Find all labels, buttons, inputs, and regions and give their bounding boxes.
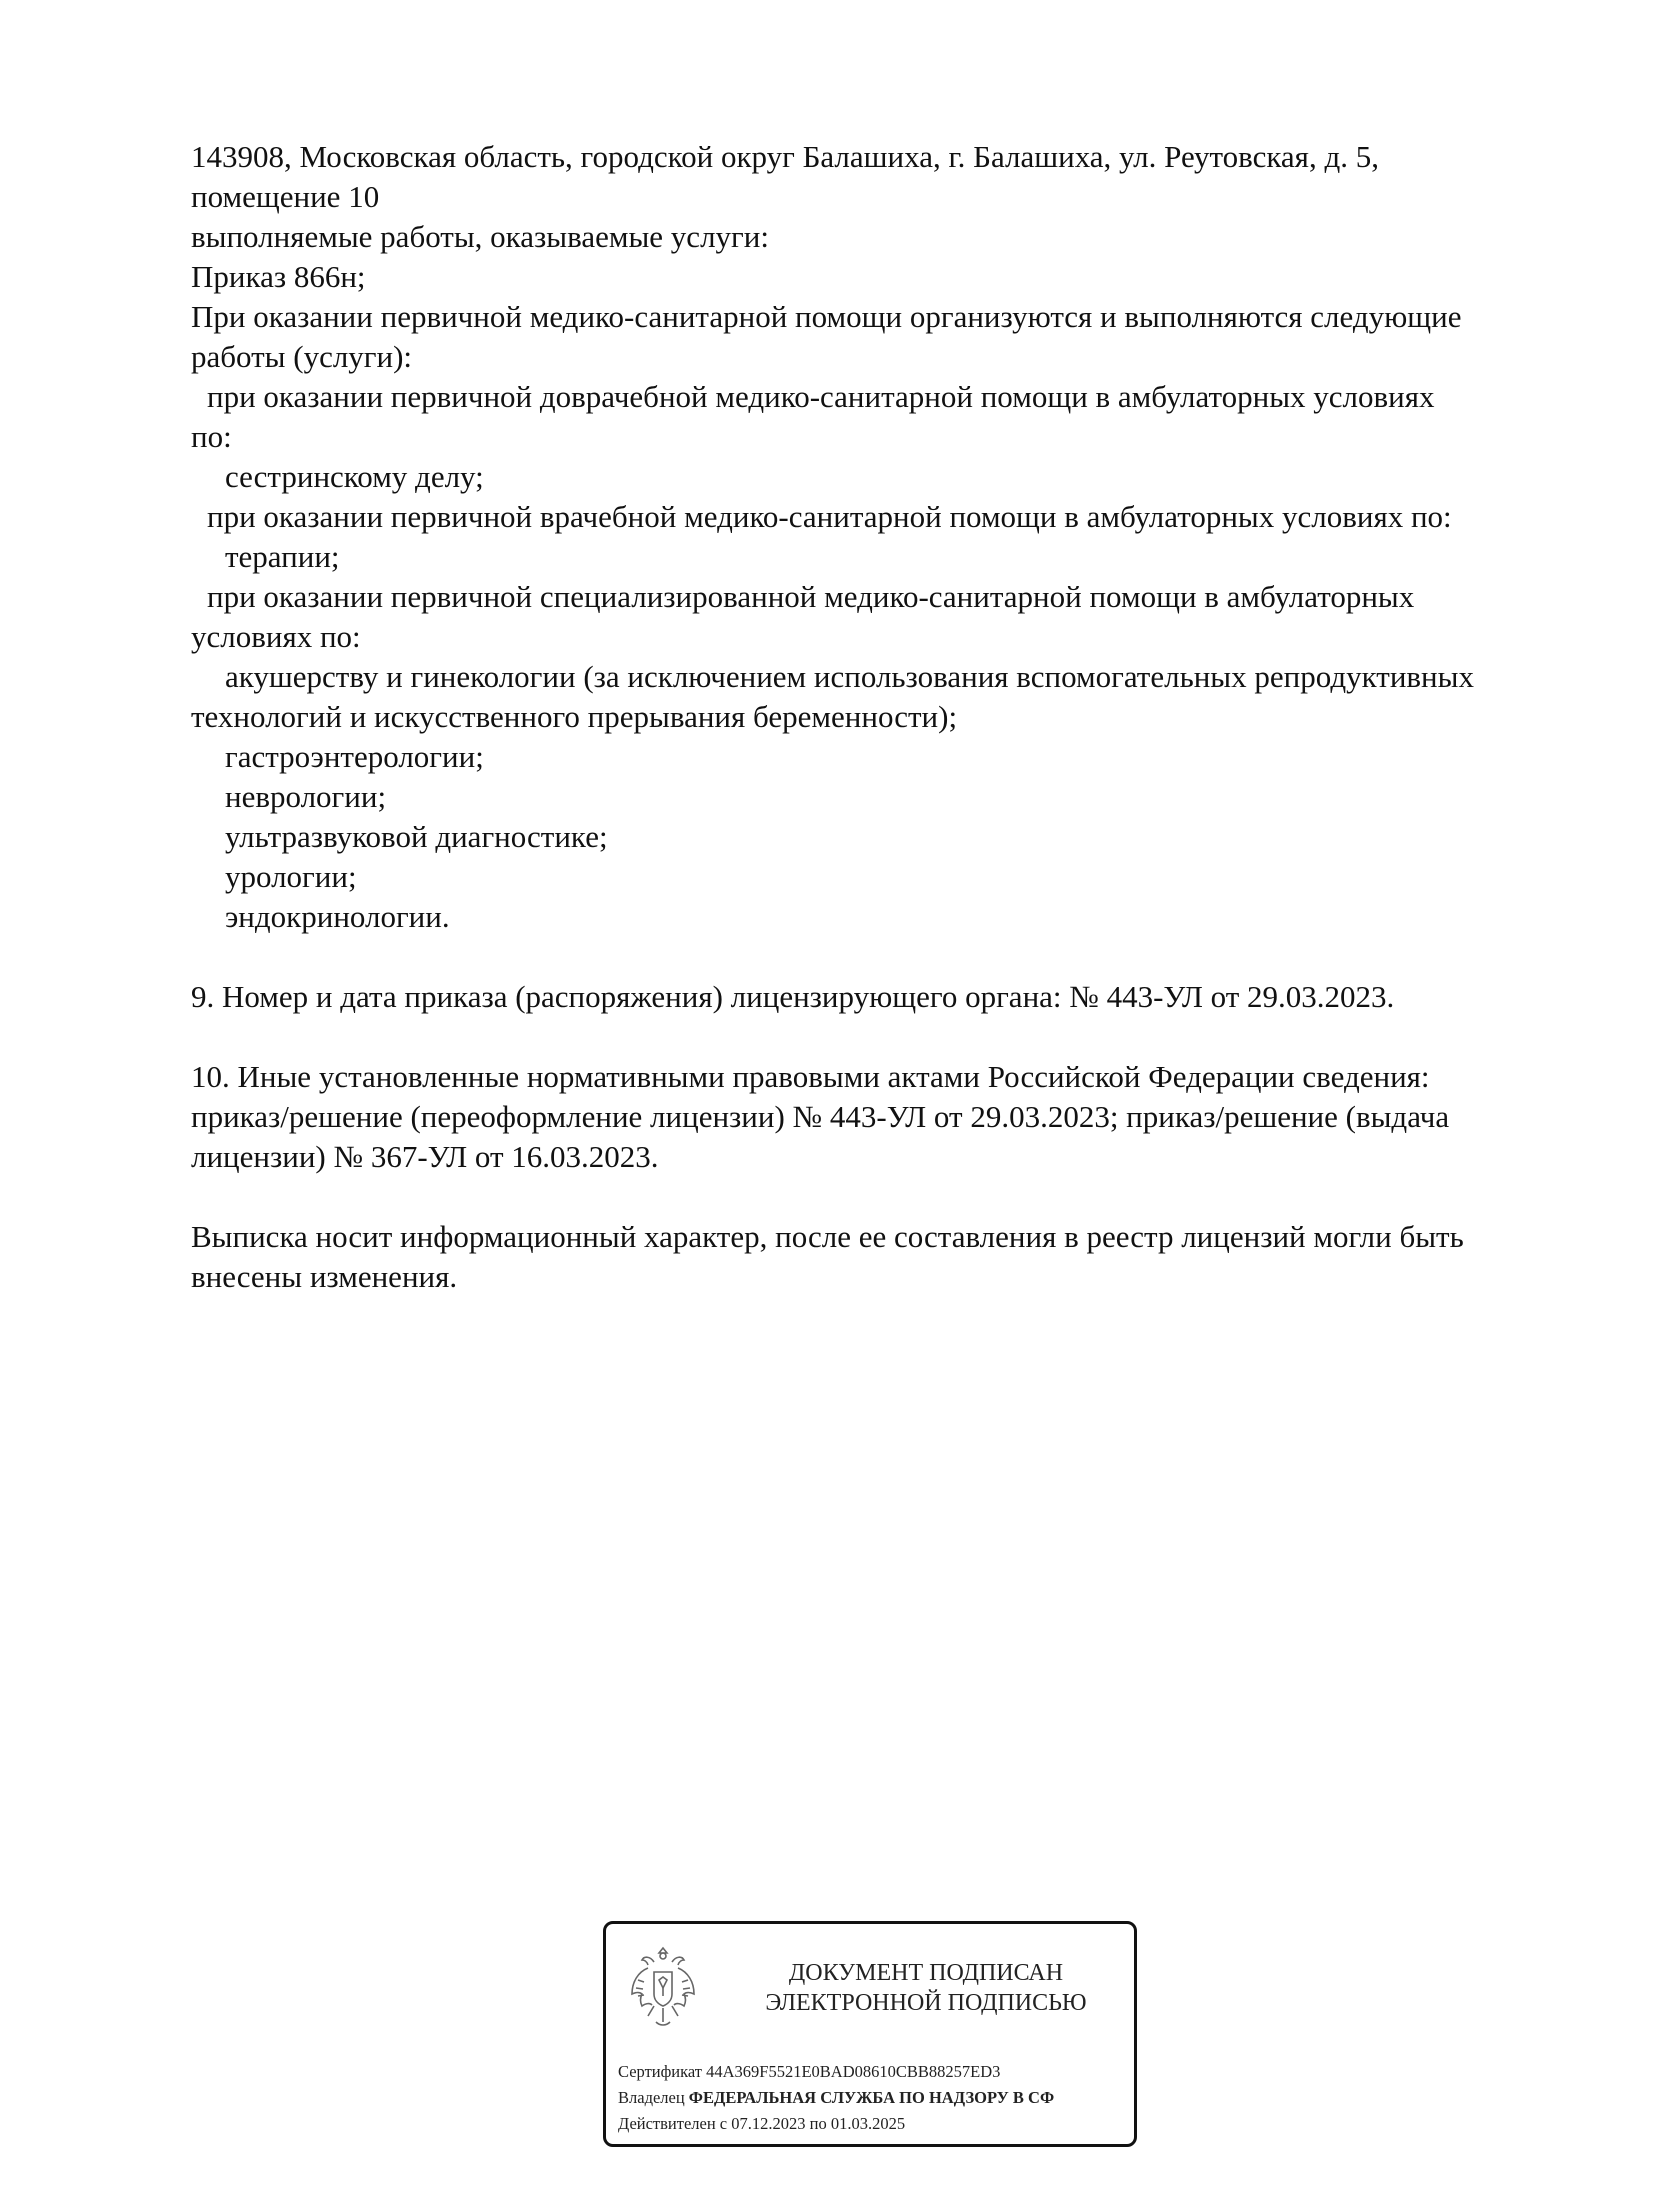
care-category: при оказании первичной доврачебной медико-санитарной помощи в амбулаторных условиях — [207, 379, 1435, 414]
service-item: сестринскому делу; — [225, 459, 484, 494]
disclaimer: Выписка носит информационный характер, после ее составления в реестр лицензий могли быть — [191, 1219, 1464, 1254]
certificate-row: Сертификат 44A369F5521E0BAD08610CBB88257ED3 — [618, 2062, 1001, 2081]
service-item: ультразвуковой диагностике; — [225, 819, 608, 854]
owner-name: ФЕДЕРАЛЬНАЯ СЛУЖБА ПО НАДЗОРУ В СФ — [688, 2088, 1055, 2107]
care-category: по: — [191, 419, 232, 454]
order-reference: Приказ 866н; — [191, 259, 366, 294]
service-item: урологии; — [225, 859, 357, 894]
document-body — [191, 137, 1551, 1297]
item-10-other-info: 10. Иные установленные нормативными правовыми актами Российской Федерации сведения: — [191, 1059, 1430, 1094]
service-item: гастроэнтерологии; — [225, 739, 484, 774]
service-item: неврологии; — [225, 779, 387, 814]
address-line: помещение 10 — [191, 179, 380, 214]
disclaimer: внесены изменения. — [191, 1259, 458, 1294]
item-10-other-info: лицензии) № 367-УЛ от 16.03.2023. — [191, 1139, 659, 1174]
service-item: эндокринологии. — [225, 899, 450, 934]
service-item: технологий и искусственного прерывания беременности); — [191, 699, 958, 734]
service-item: терапии; — [225, 539, 340, 574]
address-line: 143908, Московская область, городской округ Балашиха, г. Балашиха, ул. Реутовская, д. 5, — [191, 139, 1379, 174]
stamp-title: ДОКУМЕНТ ПОДПИСАН ЭЛЕКТРОННОЙ ПОДПИСЬЮ — [765, 1960, 1087, 2016]
services-intro: работы (услуги): — [191, 339, 413, 374]
certificate-number: 44A369F5521E0BAD08610CBB88257ED3 — [706, 2062, 1001, 2081]
item-9-order: 9. Номер и дата приказа (распоряжения) лицензирующего органа: № 443-УЛ от 29.03.2023. — [191, 979, 1395, 1014]
electronic-signature-stamp — [603, 1921, 1137, 2147]
services-intro: При оказании первичной медико-санитарной помощи организуются и выполняются следующие — [191, 299, 1462, 334]
validity-row: Действителен с 07.12.2023 по 01.03.2025 — [618, 2114, 906, 2133]
care-category: условиях по: — [191, 619, 361, 654]
care-category: при оказании первичной врачебной медико-санитарной помощи в амбулаторных условиях по: — [207, 499, 1452, 534]
item-10-other-info: приказ/решение (переоформление лицензии) № 443-УЛ от 29.03.2023; приказ/решение (выдача — [191, 1099, 1450, 1134]
service-item: акушерству и гинекологии (за исключением использования вспомогательных репродуктивных — [225, 659, 1474, 694]
coat-of-arms-icon — [624, 1942, 702, 2034]
owner-row: Владелец ФЕДЕРАЛЬНАЯ СЛУЖБА ПО НАДЗОРУ В СФ — [618, 2088, 1055, 2107]
services-heading: выполняемые работы, оказываемые услуги: — [191, 219, 769, 254]
care-category: при оказании первичной специализированной медико-санитарной помощи в амбулаторных — [207, 579, 1415, 614]
